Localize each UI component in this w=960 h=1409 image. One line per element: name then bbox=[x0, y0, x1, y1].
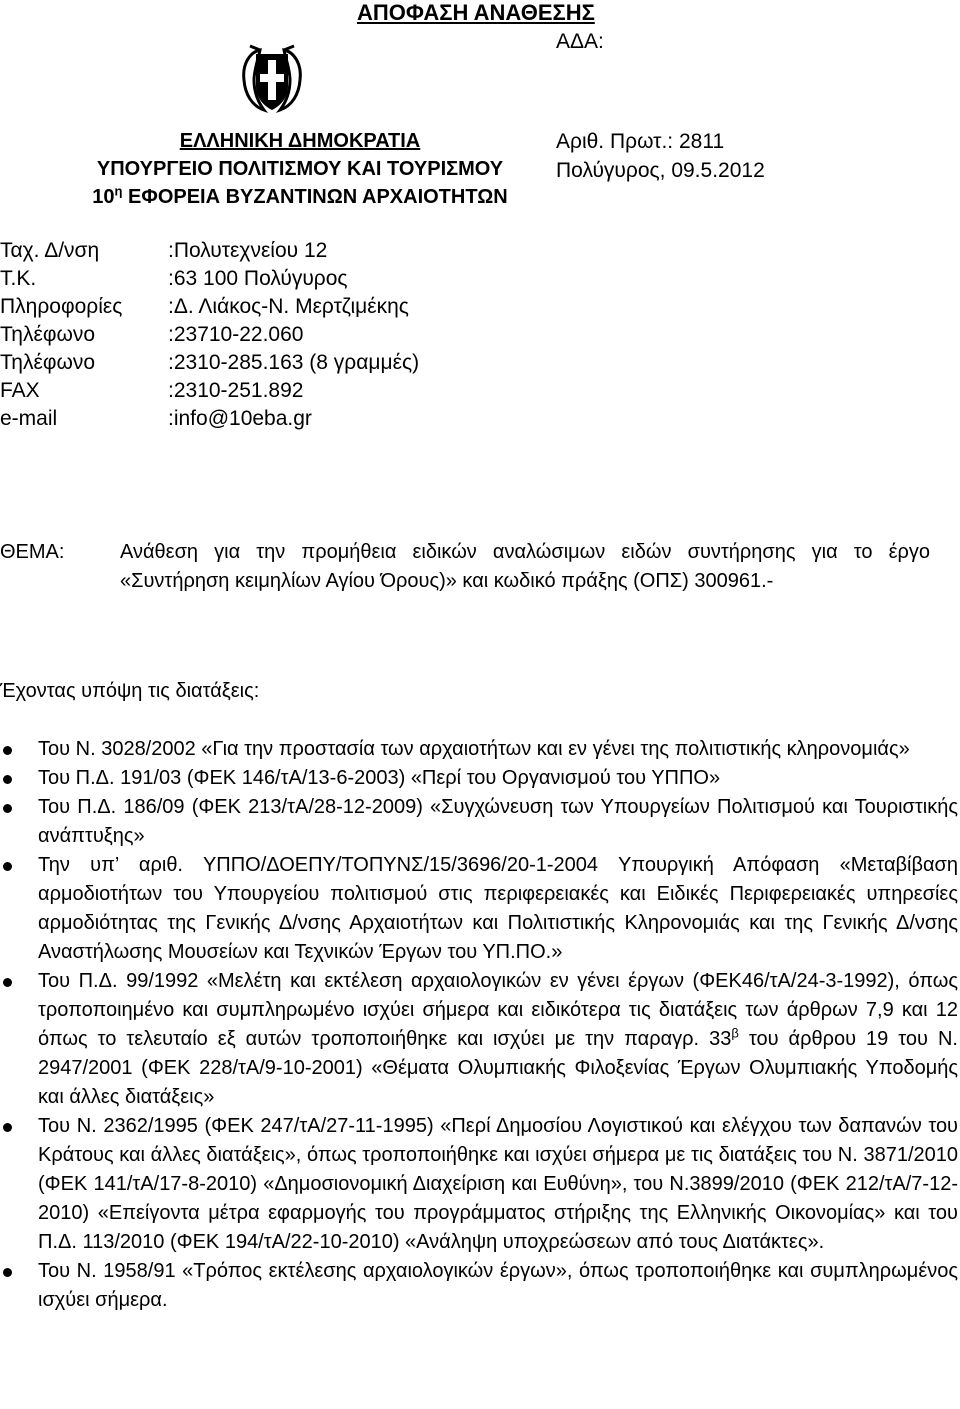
contact-label: FAX bbox=[0, 379, 40, 402]
contact-row bbox=[0, 265, 419, 293]
contact-row bbox=[0, 377, 419, 405]
contact-label: Πληροφορίες bbox=[0, 295, 123, 318]
contact-value: :63 100 Πολύγυρος bbox=[168, 267, 348, 290]
contact-value: :2310-251.892 bbox=[168, 379, 304, 402]
bullet-icon bbox=[3, 804, 12, 813]
issuer-ministry: ΥΠΟΥΡΓΕΙΟ ΠΟΛΙΤΙΣΜΟΥ ΚΑΙ ΤΟΥΡΙΣΜΟΥ bbox=[96, 158, 504, 180]
contact-label: Ταχ. Δ/νση bbox=[0, 239, 100, 262]
document-title: ΑΠΟΦΑΣΗ ΑΝΑΘΕΣΗΣ bbox=[357, 0, 595, 25]
subject-block bbox=[0, 538, 960, 628]
list-item: Του Ν. 2362/1995 (ΦΕΚ 247/τΑ/27-11-1995) «Περί Δημοσίου Λογιστικού και ελέγχου των δαπανών του Κράτους και άλλες διατάξεις», όπως τροποποιήθηκε και ισχύει σήμερα με τις διατάξεις του Ν. 3871/2010 (ΦΕΚ 141/τΑ/17-8-2010) «Δημοσιονομική Διαχείριση και Ευθύνη», του Ν.3899/2010 (ΦΕΚ 212/τΑ/7-12-2010) «Επείγοντα μέτρα εφαρμογής του προγράμματος στήριξης της Ελληνικής Οικονομίας» και του Π.Δ. 113/2010 (ΦΕΚ 194/τΑ/22-10-2010) «Ανάληψη υποχρεώσεων από τους Διατάκτες». bbox=[0, 1112, 958, 1257]
contact-value: :Δ. Λιάκος-Ν. Μερτζιμέκης bbox=[168, 295, 409, 318]
contact-row bbox=[0, 405, 419, 433]
contact-value: :Πολυτεχνείου 12 bbox=[168, 239, 328, 262]
contact-row bbox=[0, 293, 419, 321]
bullet-icon bbox=[3, 1268, 12, 1277]
contact-label: Τ.Κ. bbox=[0, 267, 37, 290]
issuer-block bbox=[85, 127, 515, 211]
list-item: Του Ν. 1958/91 «Τρόπος εκτέλεσης αρχαιολογικών έργων», όπως τροποποιήθηκε και συμπληρωμένος ισχύει σήμερα. bbox=[0, 1257, 958, 1315]
contact-value: :2310-285.163 (8 γραμμές) bbox=[168, 351, 420, 374]
contact-value: :23710-22.060 bbox=[168, 323, 304, 346]
contact-label: e-mail bbox=[0, 407, 58, 430]
provisions-list bbox=[0, 735, 958, 1315]
bullet-icon bbox=[3, 775, 12, 784]
bullet-icon bbox=[3, 978, 12, 987]
considering-heading: Έχοντας υπόψη τις διατάξεις: bbox=[0, 680, 260, 702]
issuer-ephorate: $10^\eta$ ΕΦΟΡΕΙΑ ΒΥΖΑΝΤΙΝΩΝ ΑΡΧΑΙΟΤΗΤΩΝ bbox=[92, 183, 508, 208]
place-date: Πολύγυρος, 09.5.2012 bbox=[556, 159, 765, 182]
contact-row bbox=[0, 349, 419, 377]
list-item: Του Π.Δ. 191/03 (ΦΕΚ 146/τΑ/13-6-2003) «Περί του Οργανισμού του ΥΠΠΟ» bbox=[0, 764, 958, 793]
contact-label: Τηλέφωνο bbox=[0, 351, 96, 374]
contact-row bbox=[0, 321, 419, 349]
ada-label: ΑΔΑ: bbox=[556, 30, 604, 53]
list-item: Του Ν. 3028/2002 «Για την προστασία των αρχαιοτήτων και εν γένει της πολιτιστικής κληρονομιάς» bbox=[0, 735, 958, 764]
list-item: Του Π.Δ. 186/09 (ΦΕΚ 213/τΑ/28-12-2009) «Συγχώνευση των Υπουργείων Πολιτισμού και Τουριστικής ανάπτυξης» bbox=[0, 793, 958, 851]
contact-label: Τηλέφωνο bbox=[0, 323, 96, 346]
greek-coat-of-arms-icon bbox=[232, 40, 312, 120]
protocol-number: Αριθ. Πρωτ.: 2811 bbox=[556, 130, 725, 153]
email-value: :info@10eba.gr bbox=[168, 407, 312, 430]
list-item: Του Π.Δ. 99/1992 «Μελέτη και εκτέλεση αρχαιολογικών εν γένει έργων (ΦΕΚ46/τΑ/24-3-1992), όπως τροποποιημένο και συμπληρωμένο ισχύει σήμερα και ειδικότερα τις διατάξεις των άρθρων 7,9 και 12 όπως το τελευταίο εξ αυτών τροποποιήθηκε και ισχύει με την παραγρ. $33^\beta$ του άρθρου 19 του Ν. 2947/2001 (ΦΕΚ 228/τΑ/9-10-2001) «Θέματα Ολυμπιακής Φιλοξενίας Έργων Ολυμπιακής Υποδομής και άλλες διατάξεις» bbox=[0, 967, 958, 1112]
bullet-icon bbox=[3, 746, 12, 755]
bullet-icon bbox=[3, 862, 12, 871]
subject-text: Ανάθεση για την προμήθεια ειδικών αναλώσιμων ειδών συντήρησης για το έργο «Συντήρηση κειμηλίων Αγίου Όρους)» και κωδικό πράξης (ΟΠΣ) 300961.- bbox=[120, 541, 930, 592]
issuer-republic: ΕΛΛΗΝΙΚΗ ΔΗΜΟΚΡΑΤΙΑ bbox=[179, 130, 421, 152]
contact-table bbox=[0, 237, 419, 433]
subject-label: ΘΕΜΑ: bbox=[0, 541, 65, 563]
protocol-block bbox=[556, 127, 765, 185]
bullet-icon bbox=[3, 1123, 12, 1132]
list-item: Την υπ’ αριθ. ΥΠΠΟ/ΔΟΕΠΥ/ΤΟΠΥΝΣ/15/3696/20-1-2004 Υπουργική Απόφαση «Μεταβίβαση αρμοδιοτήτων του Υπουργείου πολιτισμού στις περιφερειακές και Ειδικές Περιφερειακές υπηρεσίες αρμοδιότητας της Γενικής Δ/νσης Αρχαιοτήτων και Πολιτιστικής Κληρονομιάς και της Γενικής Δ/νσης Αναστήλωσης Μουσείων και Τεχνικών Έργων του ΥΠ.ΠΟ.» bbox=[0, 851, 958, 967]
contact-row bbox=[0, 237, 419, 265]
